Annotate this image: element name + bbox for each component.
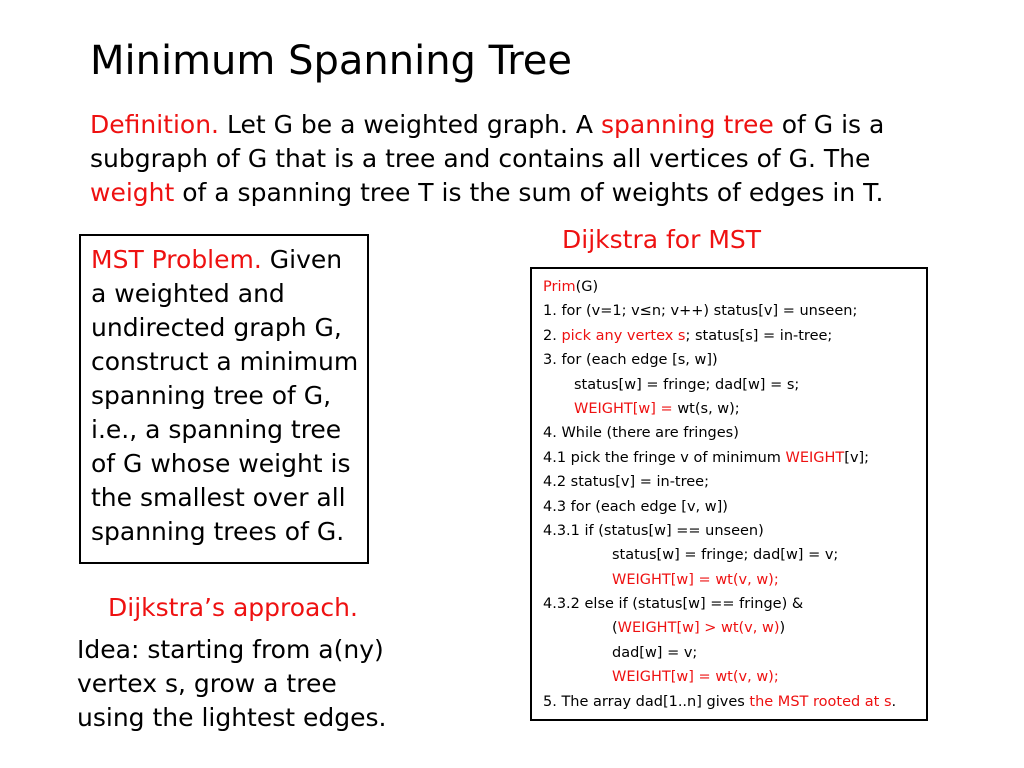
code-highlight: WEIGHT xyxy=(785,449,845,466)
problem-line: the smallest over all xyxy=(91,483,346,512)
problem-label: MST Problem. xyxy=(91,245,262,274)
prim-algorithm-box xyxy=(530,267,928,721)
code-line: dad[w] = v; xyxy=(612,644,698,661)
problem-line xyxy=(91,243,359,277)
code-text: ( xyxy=(612,620,618,637)
idea-paragraph xyxy=(77,633,407,735)
code-line: 4.3 for (each edge [v, w]) xyxy=(543,498,728,515)
definition-line-3 xyxy=(90,176,970,210)
problem-line: undirected graph G, xyxy=(91,313,342,342)
definition-paragraph xyxy=(90,108,970,210)
problem-line: spanning trees of G. xyxy=(91,517,345,546)
mst-problem-box xyxy=(79,234,369,564)
code-text: [v]; xyxy=(844,449,870,466)
definition-label: Definition. xyxy=(90,110,220,139)
code-line: 4.3.2 else if (status[w] == fringe) & xyxy=(543,596,804,613)
idea-line: Idea: starting from a(ny) xyxy=(77,635,384,664)
code-text: wt(s, w); xyxy=(677,400,740,417)
code-line xyxy=(543,690,926,714)
code-line xyxy=(543,275,926,299)
code-line: status[w] = fringe; dad[w] = s; xyxy=(574,376,800,393)
code-line: WEIGHT[w] = wt(v, w); xyxy=(612,669,779,686)
definition-line-1 xyxy=(90,108,970,142)
code-line: 4. While (there are fringes) xyxy=(543,425,739,442)
code-text: (G) xyxy=(575,279,599,295)
code-line: 1. for (v=1; v≤n; v++) status[v] = unseen; xyxy=(543,303,858,320)
problem-line: i.e., a spanning tree xyxy=(91,415,342,444)
definition-line-2: subgraph of G that is a tree and contains all vertices of G. The xyxy=(90,144,871,173)
definition-text-3: of a spanning tree T is the sum of weights of edges in T. xyxy=(174,178,884,207)
code-text: 2. xyxy=(543,327,562,344)
code-highlight: WEIGHT[w] > wt(v, w) xyxy=(617,620,780,637)
code-highlight: the MST rooted at s xyxy=(749,693,892,710)
code-text: . xyxy=(891,693,897,710)
problem-line: construct a minimum xyxy=(91,347,359,376)
problem-line: a weighted and xyxy=(91,279,285,308)
problem-line: spanning tree of G, xyxy=(91,381,332,410)
code-line xyxy=(543,397,926,421)
code-highlight: WEIGHT[w] = xyxy=(574,400,678,417)
code-line: 4.3.1 if (status[w] == unseen) xyxy=(543,522,764,539)
code-text: 5. The array dad[1..n] gives xyxy=(543,693,750,710)
dijkstra-approach-heading: Dijkstra’s approach. xyxy=(108,593,358,622)
code-line xyxy=(543,324,926,348)
spanning-tree-term: spanning tree xyxy=(600,110,774,139)
slide-title: Minimum Spanning Tree xyxy=(90,38,572,84)
code-text: ; status[s] = in-tree; xyxy=(685,327,833,344)
code-line: status[w] = fringe; dad[w] = v; xyxy=(612,547,839,564)
prim-keyword: Prim xyxy=(543,279,576,295)
code-highlight: pick any vertex s xyxy=(561,327,686,344)
code-line: 3. for (each edge [s, w]) xyxy=(543,352,718,369)
code-text: ) xyxy=(779,620,786,637)
code-line xyxy=(543,446,926,470)
idea-line: using the lightest edges. xyxy=(77,703,387,732)
dijkstra-for-mst-heading: Dijkstra for MST xyxy=(562,225,762,254)
definition-text-2: of G is a xyxy=(773,110,885,139)
weight-term: weight xyxy=(90,178,175,207)
code-line xyxy=(543,616,926,640)
code-line: 4.2 status[v] = in-tree; xyxy=(543,474,709,491)
code-text: 4.1 pick the fringe v of minimum xyxy=(543,449,786,466)
idea-line: vertex s, grow a tree xyxy=(77,669,337,698)
definition-text-1: Let G be a weighted graph. A xyxy=(219,110,601,139)
problem-line: of G whose weight is xyxy=(91,449,351,478)
problem-line-1-rest: Given xyxy=(261,245,343,274)
code-line: WEIGHT[w] = wt(v, w); xyxy=(612,571,779,588)
